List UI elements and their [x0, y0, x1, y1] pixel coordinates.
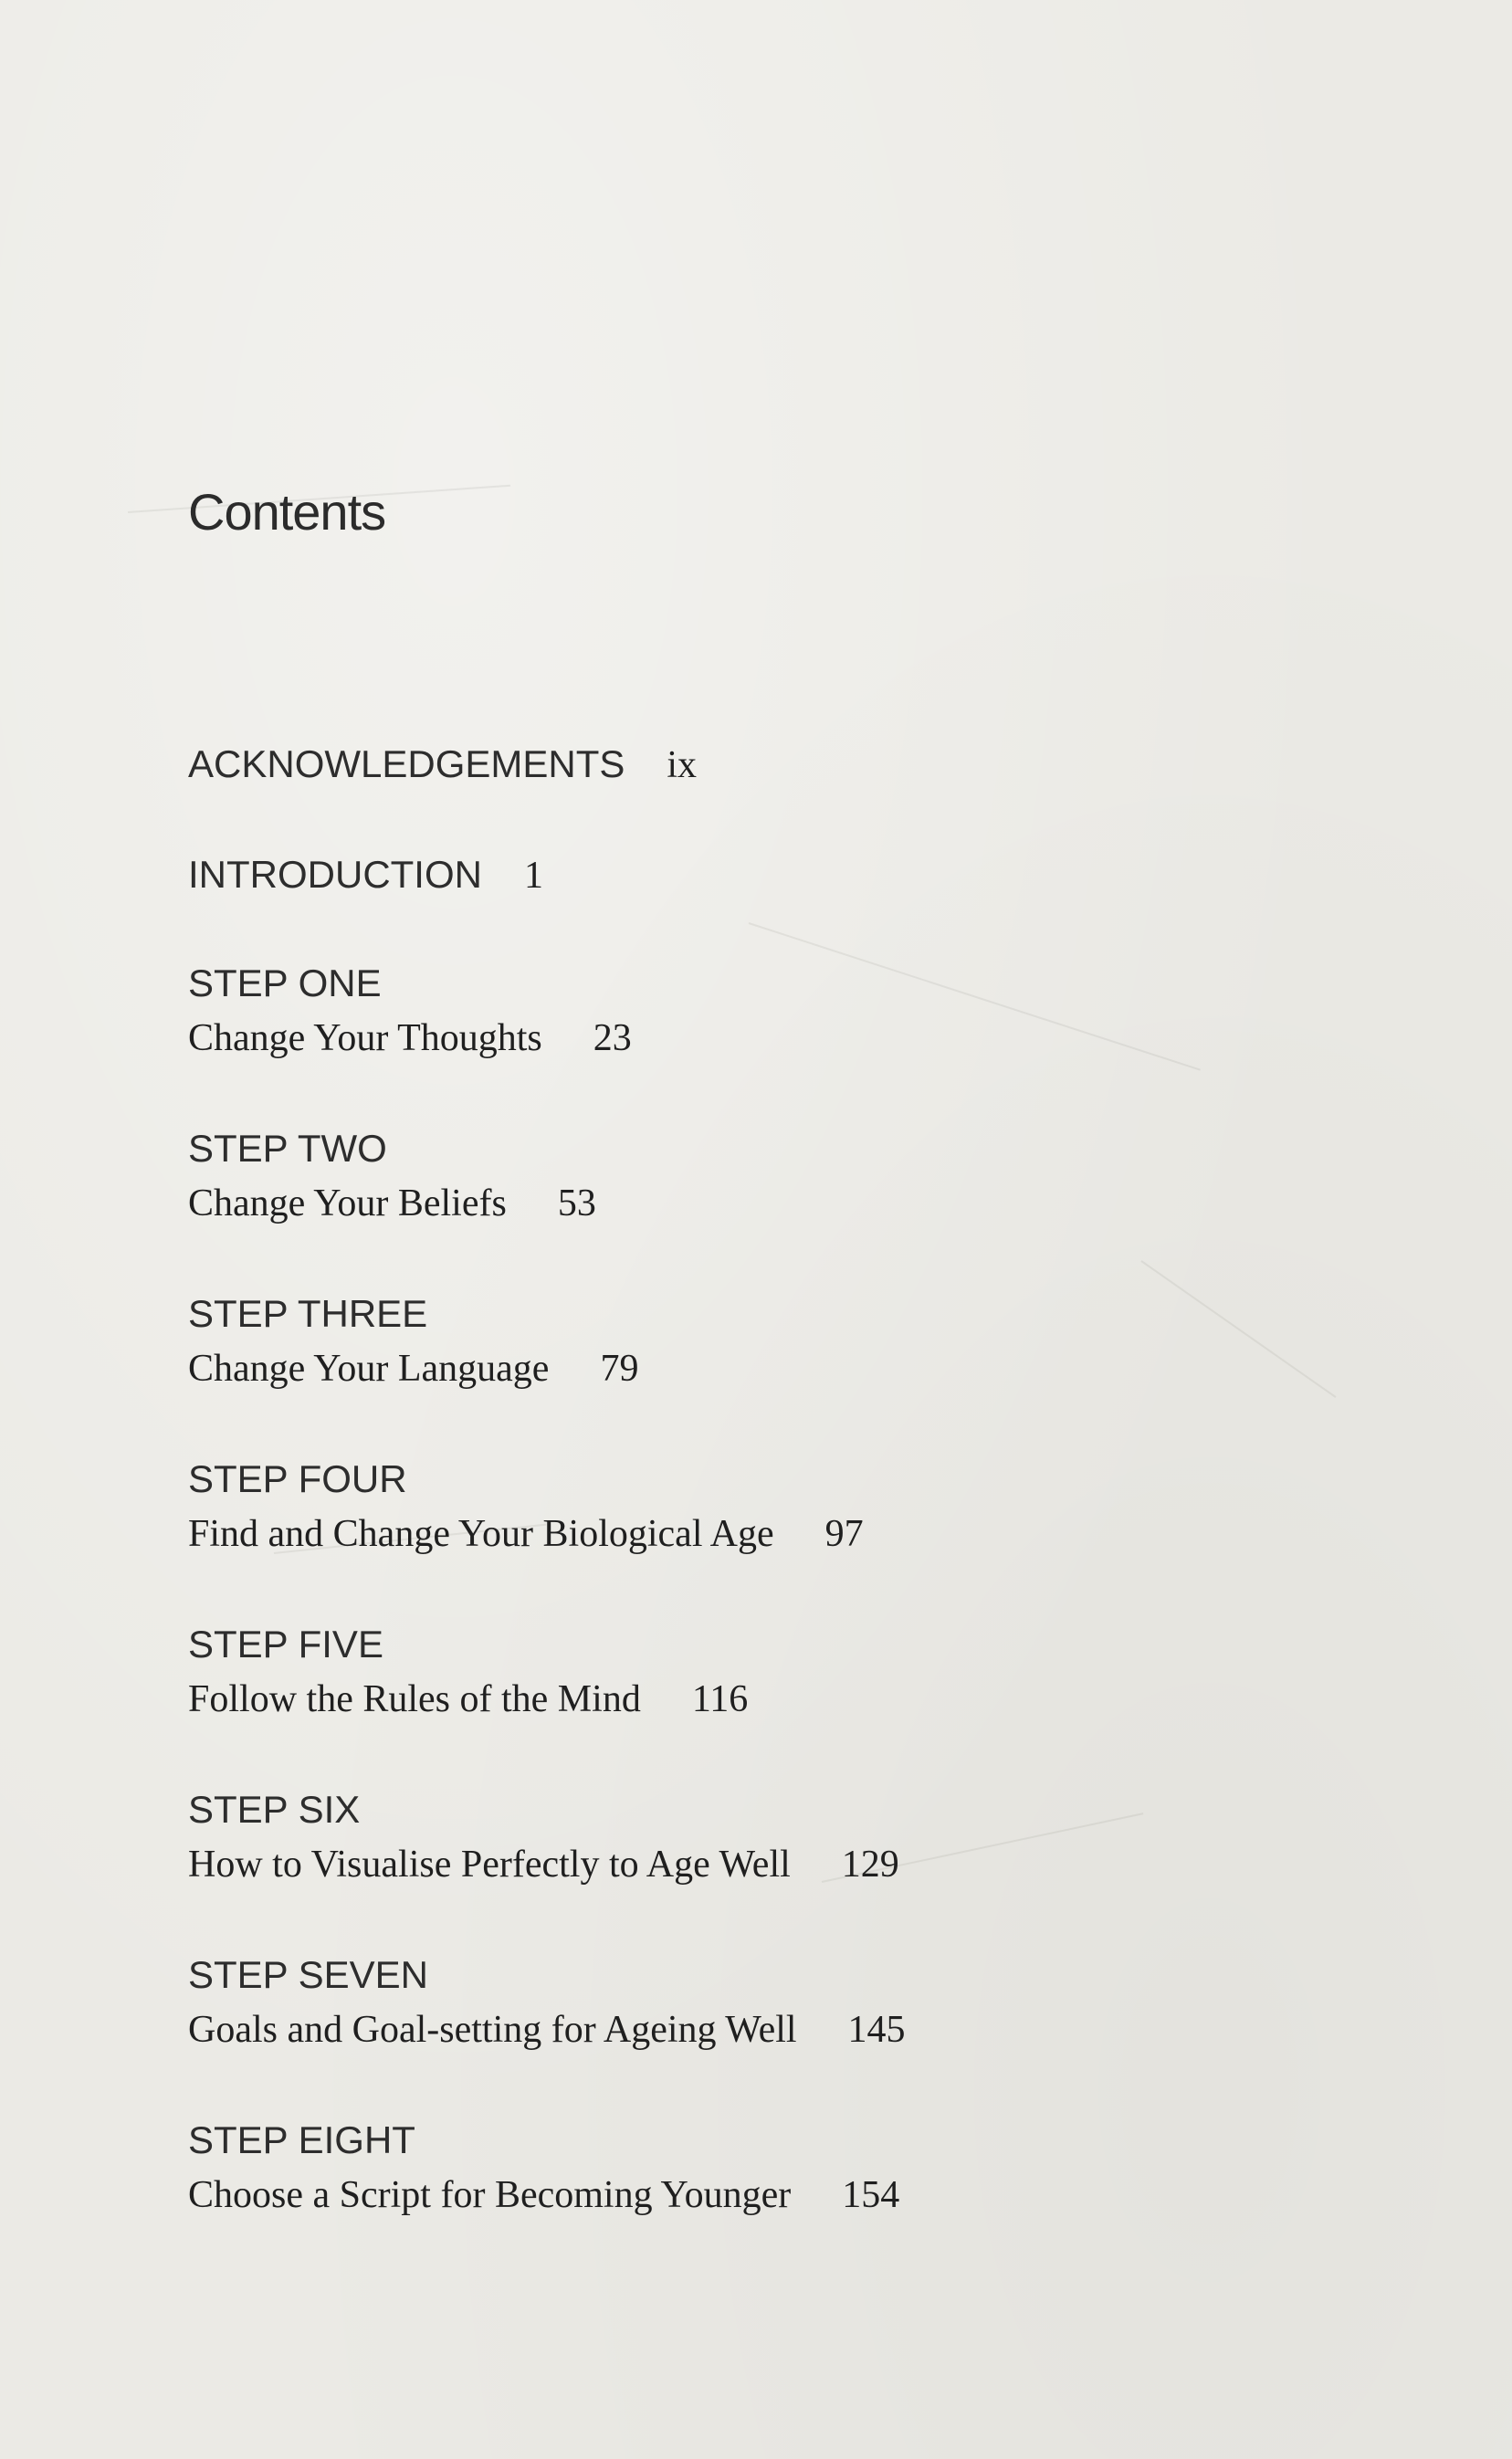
step-title: Goals and Goal-setting for Ageing Well [188, 2009, 797, 2051]
acknowledgements-page-number: ix [667, 744, 698, 786]
paper-scratch [1140, 1260, 1336, 1398]
step-heading: STEP FOUR [188, 1457, 407, 1500]
step-heading: STEP SIX [188, 1788, 361, 1831]
step-title: How to Visualise Perfectly to Age Well [188, 1844, 791, 1886]
step-page-number: 53 [557, 1182, 596, 1224]
toc-entry-step-one [188, 964, 632, 1057]
acknowledgements-label: ACKNOWLEDGEMENTS [188, 742, 625, 785]
toc-entry-step-five [188, 1625, 748, 1718]
step-title: Choose a Script for Becoming Younger [188, 2174, 792, 2216]
step-page-number: 23 [593, 1017, 632, 1059]
toc-entry-introduction [188, 854, 543, 898]
step-heading: STEP THREE [188, 1292, 428, 1335]
step-page-number: 145 [847, 2009, 906, 2051]
introduction-label: INTRODUCTION [188, 853, 482, 896]
step-title: Follow the Rules of the Mind [188, 1678, 641, 1720]
contents-title: Contents [188, 483, 386, 541]
toc-entry-step-four [188, 1457, 864, 1555]
toc-entry-step-seven [188, 1953, 906, 2051]
toc-entry-acknowledgements [188, 743, 697, 787]
toc-entry-step-three [188, 1292, 639, 1390]
step-heading: STEP FIVE [188, 1623, 383, 1666]
step-title: Change Your Beliefs [188, 1182, 507, 1224]
toc-entry-step-two [188, 1127, 596, 1224]
step-page-number: 79 [600, 1348, 639, 1390]
step-page-number: 154 [842, 2174, 900, 2216]
toc-entry-step-eight [188, 2118, 900, 2216]
step-heading: STEP ONE [188, 962, 382, 1004]
step-page-number: 129 [841, 1844, 899, 1886]
toc-entry-step-six [188, 1788, 899, 1886]
step-title: Change Your Language [188, 1348, 550, 1390]
step-page-number: 97 [824, 1513, 864, 1555]
step-heading: STEP SEVEN [188, 1953, 428, 1996]
step-title: Change Your Thoughts [188, 1017, 542, 1059]
step-heading: STEP EIGHT [188, 2118, 415, 2161]
paper-scratch [749, 922, 1201, 1071]
introduction-page-number: 1 [523, 855, 543, 897]
step-title: Find and Change Your Biological Age [188, 1513, 774, 1555]
step-heading: STEP TWO [188, 1127, 387, 1170]
step-page-number: 116 [691, 1678, 749, 1720]
